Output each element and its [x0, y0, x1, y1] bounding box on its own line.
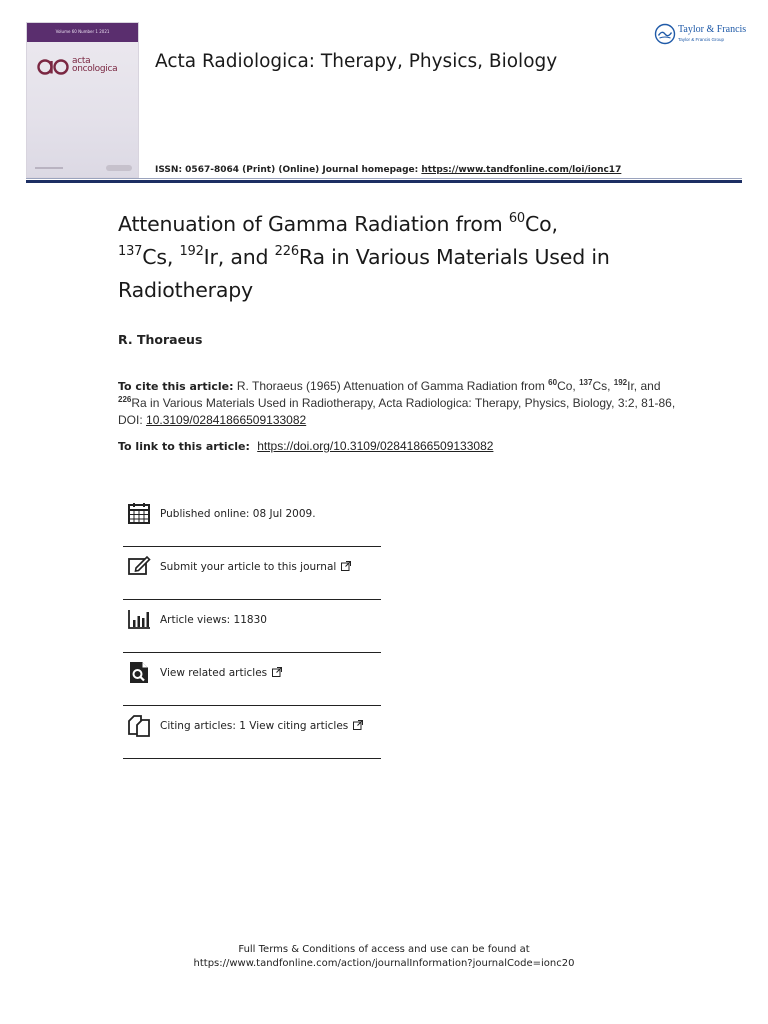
submit-article-link[interactable]: Submit your article to this journal: [160, 561, 351, 573]
terms-footer: [0, 943, 768, 971]
cover-footer: [35, 164, 132, 172]
article-info-list: [123, 494, 381, 759]
edit-icon: [127, 554, 151, 578]
cover-logo-text: acta oncologica: [72, 56, 118, 74]
published-date: Published online: 08 Jul 2009.: [160, 508, 316, 520]
publisher-name: Taylor & Francis: [678, 24, 747, 35]
bar-chart-icon: [127, 607, 151, 631]
link-label: To link to this article:: [118, 440, 250, 453]
publisher-group: Taylor & Francis Group: [678, 37, 725, 42]
article-views: Article views: 11830: [160, 614, 267, 626]
citing-articles-link[interactable]: Citing articles: 1 View citing articles: [160, 720, 363, 732]
info-row-views: [123, 600, 381, 653]
terms-text: Full Terms & Conditions of access and use can be found at: [238, 944, 530, 955]
publisher-logo[interactable]: [654, 22, 746, 48]
info-row-citing[interactable]: [123, 706, 381, 759]
related-articles-link[interactable]: View related articles: [160, 667, 282, 679]
external-link-icon: [272, 667, 282, 677]
info-row-published: [123, 494, 381, 547]
journal-title: Acta Radiologica: Therapy, Physics, Biology: [155, 51, 558, 72]
cover-band: [27, 23, 138, 42]
article-link-line: [118, 439, 493, 453]
citation: To cite this article: R. Thoraeus (1965) Attenuation of Gamma Radiation from $^{60}$Co, $^{137}$Cs, $^{192}$Ir, and $^{226}$Ra in Various Materials Used in Radiotherapy, Acta Radiologica: Therapy, Physics, Biology, 3:2, 81-86, DOI: 10.3109/02841866509133082: [118, 378, 676, 427]
taylor-francis-logo-icon: [654, 23, 676, 45]
issn-line: ISSN: 0567-8064 (Print) (Online) Journal homepage: https://www.tandfonline.com/loi/ionc17: [155, 165, 622, 175]
external-link-icon: [341, 561, 351, 571]
info-row-submit[interactable]: [123, 547, 381, 600]
header-divider-light: [26, 178, 742, 179]
calendar-icon: [127, 501, 151, 525]
search-document-icon: [127, 660, 151, 684]
cover-band-text: Volume 60 Number 1 2021: [55, 29, 110, 34]
acta-oncologica-logo-icon: [37, 57, 69, 77]
external-link-icon: [353, 720, 363, 730]
journal-homepage-link[interactable]: https://www.tandfonline.com/loi/ionc17: [421, 165, 622, 175]
cover-publisher-mark-icon: [106, 165, 132, 171]
terms-url[interactable]: https://www.tandfonline.com/action/journalInformation?journalCode=ionc20: [193, 958, 575, 969]
citing-articles-icon: [127, 713, 151, 737]
doi-link[interactable]: 10.3109/02841866509133082: [146, 413, 307, 427]
article-author: R. Thoraeus: [118, 332, 203, 347]
article-url-link[interactable]: https://doi.org/10.3109/02841866509133082: [257, 439, 494, 453]
article-title: Attenuation of Gamma Radiation from $^{60}$Co, $^{137}$Cs, $^{192}$Ir, and $^{226}$Ra in Various Materials Used in Radiotherapy: [118, 211, 610, 302]
journal-cover[interactable]: [26, 22, 139, 178]
citation-label: To cite this article:: [118, 380, 234, 393]
header-divider: [26, 180, 742, 183]
info-row-related[interactable]: [123, 653, 381, 706]
